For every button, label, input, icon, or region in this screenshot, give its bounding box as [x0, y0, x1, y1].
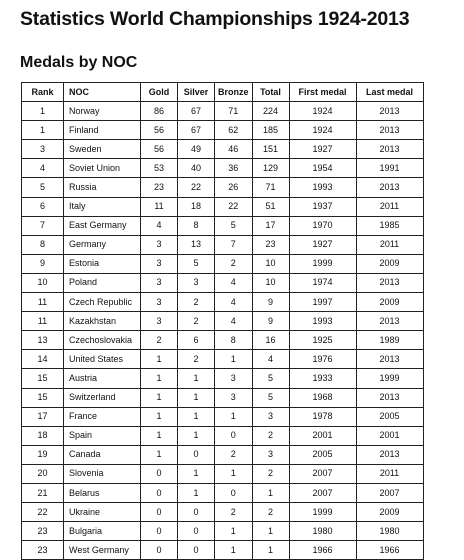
bronze-cell: 3	[215, 388, 253, 407]
last-medal-cell: 2013	[356, 312, 423, 331]
gold-cell: 0	[141, 541, 178, 560]
rank-cell: 3	[22, 140, 64, 159]
silver-cell: 6	[178, 331, 215, 350]
gold-cell: 4	[141, 216, 178, 235]
first-medal-cell: 1927	[289, 140, 356, 159]
rank-cell: 14	[22, 350, 64, 369]
last-medal-cell: 2007	[356, 483, 423, 502]
table-row	[22, 541, 424, 560]
silver-cell: 2	[178, 293, 215, 312]
header-gold: Gold	[141, 83, 178, 102]
last-medal-cell: 2011	[356, 197, 423, 216]
bronze-cell: 2	[215, 503, 253, 522]
first-medal-cell: 1993	[289, 178, 356, 197]
rank-cell: 1	[22, 121, 64, 140]
table-row	[22, 178, 424, 197]
first-medal-cell: 1925	[289, 331, 356, 350]
bronze-cell: 8	[215, 331, 253, 350]
bronze-cell: 4	[215, 273, 253, 292]
first-medal-cell: 2005	[289, 445, 356, 464]
table-row	[22, 293, 424, 312]
gold-cell: 0	[141, 503, 178, 522]
noc-cell: Norway	[64, 102, 141, 121]
rank-cell: 11	[22, 312, 64, 331]
noc-cell: Russia	[64, 178, 141, 197]
bronze-cell: 1	[215, 350, 253, 369]
last-medal-cell: 2013	[356, 445, 423, 464]
bronze-cell: 1	[215, 464, 253, 483]
gold-cell: 3	[141, 312, 178, 331]
last-medal-cell: 2013	[356, 121, 423, 140]
rank-cell: 4	[22, 159, 64, 178]
rank-cell: 8	[22, 235, 64, 254]
total-cell: 16	[252, 331, 289, 350]
last-medal-cell: 2005	[356, 407, 423, 426]
rank-cell: 20	[22, 464, 64, 483]
rank-cell: 6	[22, 197, 64, 216]
rank-cell: 19	[22, 445, 64, 464]
total-cell: 10	[252, 254, 289, 273]
bronze-cell: 4	[215, 293, 253, 312]
noc-cell: Soviet Union	[64, 159, 141, 178]
noc-cell: United States	[64, 350, 141, 369]
last-medal-cell: 1980	[356, 522, 423, 541]
first-medal-cell: 2007	[289, 464, 356, 483]
first-medal-cell: 1970	[289, 216, 356, 235]
silver-cell: 2	[178, 312, 215, 331]
total-cell: 151	[252, 140, 289, 159]
last-medal-cell: 2013	[356, 178, 423, 197]
silver-cell: 1	[178, 426, 215, 445]
last-medal-cell: 2013	[356, 273, 423, 292]
total-cell: 1	[252, 541, 289, 560]
rank-cell: 13	[22, 331, 64, 350]
rank-cell: 23	[22, 522, 64, 541]
first-medal-cell: 1999	[289, 503, 356, 522]
bronze-cell: 71	[215, 102, 253, 121]
first-medal-cell: 1980	[289, 522, 356, 541]
silver-cell: 13	[178, 235, 215, 254]
first-medal-cell: 1924	[289, 121, 356, 140]
silver-cell: 8	[178, 216, 215, 235]
rank-cell: 5	[22, 178, 64, 197]
last-medal-cell: 2011	[356, 235, 423, 254]
total-cell: 4	[252, 350, 289, 369]
total-cell: 9	[252, 312, 289, 331]
last-medal-cell: 1966	[356, 541, 423, 560]
noc-cell: Czech Republic	[64, 293, 141, 312]
total-cell: 2	[252, 426, 289, 445]
header-bronze: Bronze	[215, 83, 253, 102]
first-medal-cell: 1993	[289, 312, 356, 331]
last-medal-cell: 2009	[356, 503, 423, 522]
gold-cell: 2	[141, 331, 178, 350]
silver-cell: 67	[178, 121, 215, 140]
last-medal-cell: 2013	[356, 102, 423, 121]
header-noc: NOC	[64, 83, 141, 102]
first-medal-cell: 1937	[289, 197, 356, 216]
first-medal-cell: 1924	[289, 102, 356, 121]
rank-cell: 23	[22, 541, 64, 560]
rank-cell: 9	[22, 254, 64, 273]
bronze-cell: 0	[215, 426, 253, 445]
noc-cell: Bulgaria	[64, 522, 141, 541]
header-rank: Rank	[22, 83, 64, 102]
table-body	[22, 102, 424, 560]
noc-cell: France	[64, 407, 141, 426]
page-title: Statistics World Championships 1924-2013	[20, 8, 410, 30]
last-medal-cell: 2013	[356, 388, 423, 407]
last-medal-cell: 2013	[356, 350, 423, 369]
header-first-medal: First medal	[289, 83, 356, 102]
gold-cell: 1	[141, 350, 178, 369]
noc-cell: Sweden	[64, 140, 141, 159]
silver-cell: 1	[178, 464, 215, 483]
gold-cell: 1	[141, 369, 178, 388]
total-cell: 224	[252, 102, 289, 121]
rank-cell: 15	[22, 388, 64, 407]
noc-cell: Czechoslovakia	[64, 331, 141, 350]
rank-cell: 1	[22, 102, 64, 121]
first-medal-cell: 1978	[289, 407, 356, 426]
total-cell: 23	[252, 235, 289, 254]
gold-cell: 3	[141, 273, 178, 292]
table-row	[22, 388, 424, 407]
total-cell: 1	[252, 483, 289, 502]
silver-cell: 5	[178, 254, 215, 273]
bronze-cell: 26	[215, 178, 253, 197]
gold-cell: 3	[141, 293, 178, 312]
last-medal-cell: 1985	[356, 216, 423, 235]
first-medal-cell: 1976	[289, 350, 356, 369]
last-medal-cell: 1991	[356, 159, 423, 178]
noc-cell: Finland	[64, 121, 141, 140]
total-cell: 3	[252, 407, 289, 426]
table-row	[22, 102, 424, 121]
table-row	[22, 312, 424, 331]
last-medal-cell: 2011	[356, 464, 423, 483]
first-medal-cell: 1933	[289, 369, 356, 388]
silver-cell: 0	[178, 503, 215, 522]
total-cell: 2	[252, 503, 289, 522]
gold-cell: 86	[141, 102, 178, 121]
table-row	[22, 140, 424, 159]
total-cell: 9	[252, 293, 289, 312]
header-last-medal: Last medal	[356, 83, 423, 102]
silver-cell: 49	[178, 140, 215, 159]
total-cell: 1	[252, 522, 289, 541]
rank-cell: 7	[22, 216, 64, 235]
table-row	[22, 503, 424, 522]
rank-cell: 15	[22, 369, 64, 388]
first-medal-cell: 1954	[289, 159, 356, 178]
last-medal-cell: 2013	[356, 140, 423, 159]
total-cell: 17	[252, 216, 289, 235]
noc-cell: Canada	[64, 445, 141, 464]
table-row	[22, 121, 424, 140]
noc-cell: Spain	[64, 426, 141, 445]
table-row	[22, 426, 424, 445]
last-medal-cell: 1999	[356, 369, 423, 388]
rank-cell: 10	[22, 273, 64, 292]
table-row	[22, 273, 424, 292]
silver-cell: 1	[178, 407, 215, 426]
bronze-cell: 5	[215, 216, 253, 235]
table-row	[22, 445, 424, 464]
header-silver: Silver	[178, 83, 215, 102]
total-cell: 185	[252, 121, 289, 140]
silver-cell: 0	[178, 522, 215, 541]
noc-cell: Belarus	[64, 483, 141, 502]
gold-cell: 56	[141, 121, 178, 140]
table-row	[22, 464, 424, 483]
total-cell: 51	[252, 197, 289, 216]
noc-cell: Austria	[64, 369, 141, 388]
noc-cell: Kazakhstan	[64, 312, 141, 331]
silver-cell: 18	[178, 197, 215, 216]
silver-cell: 2	[178, 350, 215, 369]
bronze-cell: 2	[215, 445, 253, 464]
bronze-cell: 0	[215, 483, 253, 502]
silver-cell: 40	[178, 159, 215, 178]
silver-cell: 1	[178, 483, 215, 502]
noc-cell: East Germany	[64, 216, 141, 235]
gold-cell: 53	[141, 159, 178, 178]
last-medal-cell: 1989	[356, 331, 423, 350]
last-medal-cell: 2009	[356, 293, 423, 312]
last-medal-cell: 2009	[356, 254, 423, 273]
table-row	[22, 216, 424, 235]
first-medal-cell: 1999	[289, 254, 356, 273]
header-total: Total	[252, 83, 289, 102]
table-header-row	[22, 83, 424, 102]
table-row	[22, 254, 424, 273]
bronze-cell: 1	[215, 522, 253, 541]
bronze-cell: 3	[215, 369, 253, 388]
rank-cell: 21	[22, 483, 64, 502]
noc-cell: West Germany	[64, 541, 141, 560]
gold-cell: 1	[141, 388, 178, 407]
bronze-cell: 62	[215, 121, 253, 140]
gold-cell: 1	[141, 426, 178, 445]
silver-cell: 1	[178, 388, 215, 407]
table-row	[22, 197, 424, 216]
silver-cell: 1	[178, 369, 215, 388]
total-cell: 10	[252, 273, 289, 292]
table-row	[22, 159, 424, 178]
gold-cell: 0	[141, 483, 178, 502]
bronze-cell: 36	[215, 159, 253, 178]
noc-cell: Switzerland	[64, 388, 141, 407]
total-cell: 5	[252, 388, 289, 407]
silver-cell: 0	[178, 445, 215, 464]
noc-cell: Ukraine	[64, 503, 141, 522]
table-row	[22, 369, 424, 388]
noc-cell: Germany	[64, 235, 141, 254]
bronze-cell: 1	[215, 541, 253, 560]
first-medal-cell: 1968	[289, 388, 356, 407]
bronze-cell: 46	[215, 140, 253, 159]
first-medal-cell: 2001	[289, 426, 356, 445]
total-cell: 5	[252, 369, 289, 388]
bronze-cell: 22	[215, 197, 253, 216]
medals-table	[21, 82, 424, 560]
silver-cell: 67	[178, 102, 215, 121]
table-row	[22, 483, 424, 502]
total-cell: 2	[252, 464, 289, 483]
bronze-cell: 4	[215, 312, 253, 331]
rank-cell: 22	[22, 503, 64, 522]
first-medal-cell: 2007	[289, 483, 356, 502]
first-medal-cell: 1927	[289, 235, 356, 254]
first-medal-cell: 1997	[289, 293, 356, 312]
rank-cell: 11	[22, 293, 64, 312]
noc-cell: Poland	[64, 273, 141, 292]
bronze-cell: 7	[215, 235, 253, 254]
gold-cell: 0	[141, 464, 178, 483]
table-row	[22, 331, 424, 350]
last-medal-cell: 2001	[356, 426, 423, 445]
rank-cell: 18	[22, 426, 64, 445]
table-row	[22, 235, 424, 254]
silver-cell: 22	[178, 178, 215, 197]
noc-cell: Estonia	[64, 254, 141, 273]
gold-cell: 1	[141, 445, 178, 464]
gold-cell: 3	[141, 235, 178, 254]
silver-cell: 3	[178, 273, 215, 292]
table-row	[22, 407, 424, 426]
first-medal-cell: 1974	[289, 273, 356, 292]
total-cell: 3	[252, 445, 289, 464]
silver-cell: 0	[178, 541, 215, 560]
first-medal-cell: 1966	[289, 541, 356, 560]
bronze-cell: 1	[215, 407, 253, 426]
noc-cell: Italy	[64, 197, 141, 216]
table-row	[22, 350, 424, 369]
gold-cell: 1	[141, 407, 178, 426]
total-cell: 129	[252, 159, 289, 178]
total-cell: 71	[252, 178, 289, 197]
gold-cell: 0	[141, 522, 178, 541]
gold-cell: 23	[141, 178, 178, 197]
bronze-cell: 2	[215, 254, 253, 273]
rank-cell: 17	[22, 407, 64, 426]
gold-cell: 56	[141, 140, 178, 159]
noc-cell: Slovenia	[64, 464, 141, 483]
gold-cell: 11	[141, 197, 178, 216]
section-title: Medals by NOC	[20, 54, 138, 71]
gold-cell: 3	[141, 254, 178, 273]
table-row	[22, 522, 424, 541]
